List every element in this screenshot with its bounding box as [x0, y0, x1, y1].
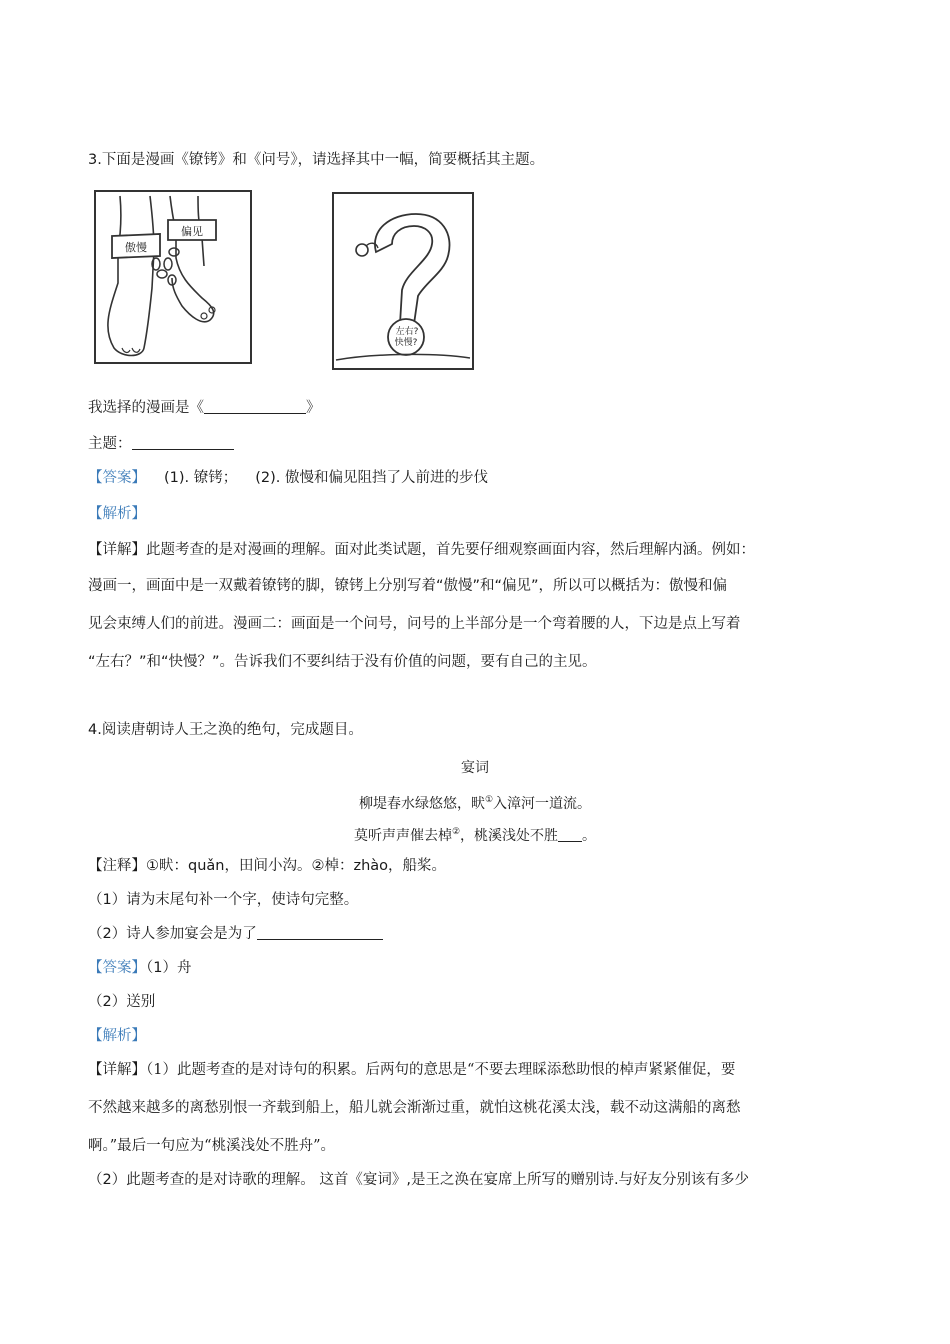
- q4-detail-line-1: 【详解】（1）此题考查的是对诗句的积累。后两句的意思是“不要去理睬添愁助恨的棹声紧紧催促，要: [88, 1062, 736, 1078]
- select-suffix: 》: [306, 400, 321, 416]
- q3-theme-line: [88, 434, 234, 454]
- poem-note-2-mark: ②: [451, 827, 461, 837]
- comic-tag-arrogance: 傲慢: [125, 241, 147, 254]
- q3-analysis-tag: 【解析】: [88, 506, 146, 522]
- comic-tag-prejudice: 偏见: [181, 225, 203, 238]
- q4-analysis-tag: 【解析】: [88, 1028, 146, 1044]
- poem-line-2: [0, 822, 950, 846]
- select-blank: [204, 398, 306, 414]
- poem-note-1-mark: ①: [484, 795, 494, 805]
- select-prefix: 我选择的漫画是《: [88, 400, 204, 416]
- theme-label: 主题：: [88, 436, 132, 452]
- sub-question-2-blank: [257, 924, 383, 940]
- q4-detail-line-2: 不然越来越多的离愁别恨一齐载到船上，船儿就会渐渐过重，就怕这桃花溪太浅，载不动这满船的离愁: [88, 1100, 741, 1116]
- comic-question-mark-image: [330, 190, 476, 372]
- q4-detail-line-4: （2）此题考查的是对诗歌的理解。 这首《宴词》,是王之涣在宴席上所写的赠别诗.与好友分别该有多少: [88, 1172, 750, 1188]
- poem-title: 宴词: [461, 760, 489, 776]
- theme-blank: [132, 434, 234, 450]
- q3-select-line: [88, 398, 321, 418]
- poem-line-1-a: 柳堤春水绿悠悠，畎: [358, 796, 485, 812]
- q3-detail-line-1: 【详解】此题考查的是对漫画的理解。面对此类试题，首先要仔细观察画面内容，然后理解内涵。例如：: [88, 542, 755, 558]
- q4-note: 【注释】①畎：quǎn，田间小沟。②棹：zhào，船桨。: [88, 858, 447, 874]
- answer-tag: 【答案】: [88, 470, 146, 486]
- q4-detail-line-3: 啊。”最后一句应为“桃溪浅处不胜舟”。: [88, 1138, 335, 1154]
- q3-answer-line: [88, 468, 488, 488]
- comic-ball-text-2: 快慢?: [394, 338, 418, 348]
- poem-line-2-b: ，桃溪浅处不胜: [460, 828, 559, 844]
- q3-detail-line-2: 漫画一，画面中是一双戴着镣铐的脚，镣铐上分别写着“傲慢”和“偏见”，所以可以概括为：傲慢和偏: [88, 578, 728, 594]
- q4-answer-1: （1）舟: [146, 960, 192, 976]
- q4-sub-question-2: [88, 924, 383, 944]
- q3-detail-line-4: “左右？”和“快慢？”。告诉我们不要纠结于没有价值的问题，要有自己的主见。: [88, 654, 597, 670]
- q3-detail-line-3: 见会束缚人们的前进。漫画二：画面是一个问号，问号的上半部分是一个弯着腰的人，下边是点上写着: [88, 616, 741, 632]
- poem-line-2-a: 莫听声声催去棹: [353, 828, 452, 844]
- q4-sub-question-1: （1）请为末尾句补一个字，使诗句完整。: [88, 892, 359, 908]
- answer-2: (2). 傲慢和偏见阻挡了人前进的步伐: [255, 470, 489, 486]
- q4-title: 4.阅读唐朝诗人王之涣的绝句，完成题目。: [88, 722, 363, 738]
- comic-ball-text-1: 左右?: [395, 327, 419, 337]
- q4-answer-tag: 【答案】: [88, 960, 146, 976]
- comic-shackles-image: [92, 188, 254, 366]
- poem-line-1: [0, 790, 950, 814]
- q4-answer-line: [88, 958, 191, 978]
- q3-title: 3.下面是漫画《镣铐》和《问号》，请选择其中一幅，简要概括其主题。: [88, 152, 545, 168]
- answer-1: (1). 镣铐；: [164, 470, 238, 486]
- poem-line-2-end: 。: [582, 828, 597, 844]
- poem-blank: [558, 826, 582, 842]
- sub-question-2-text: （2）诗人参加宴会是为了: [88, 926, 257, 942]
- poem-line-1-b: 入漳河一道流。: [493, 796, 592, 812]
- q4-answer-2: （2）送别: [88, 994, 156, 1010]
